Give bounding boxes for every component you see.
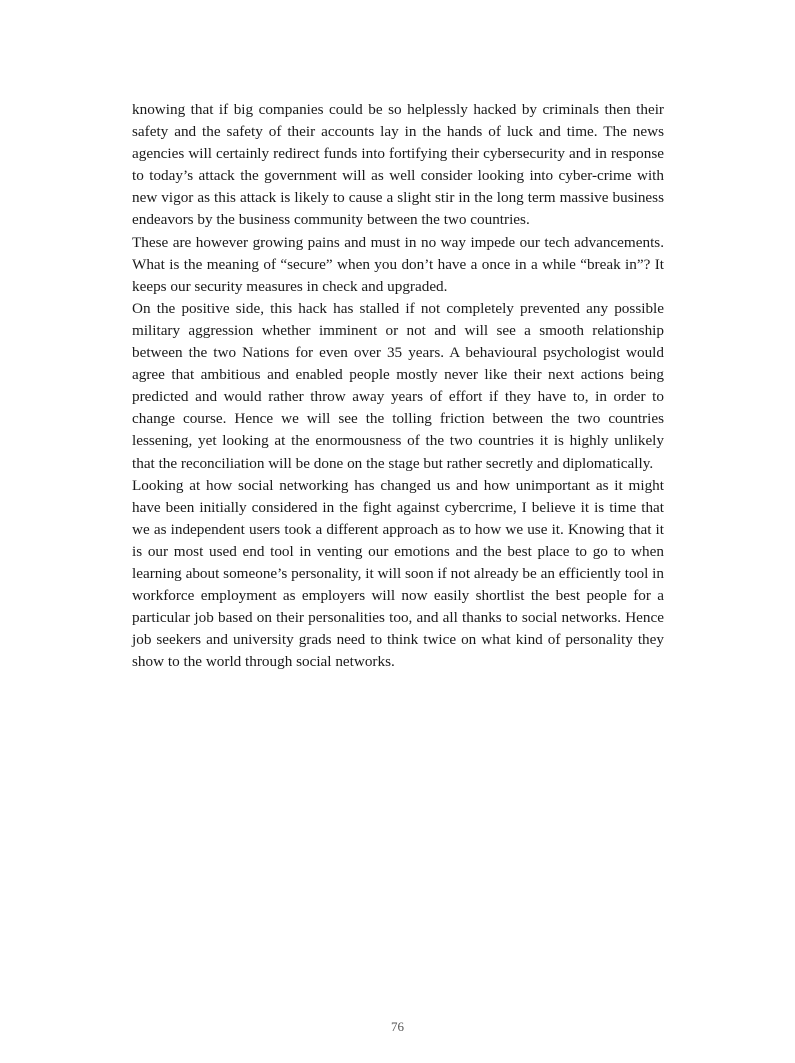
paragraph-3: On the positive side, this hack has stalled if not completely prevented any possible military aggression whether imminent or not and will see a smooth relationship between the two Nations for even over 35 years. A behavioural psychologist would agree that ambitious and enabled people mostly never like their next actions being predicted and would rather throw away years of effort if they have to, in order to change course. Hence we will see the tolling friction between the two countries lessening, yet looking at the enormousness of the two countries it is highly unlikely that the reconciliation will be done on the stage but rather secretly and diplomatically. (132, 299, 664, 472)
paragraph-4: Looking at how social networking has changed us and how unimportant as it might have been initially considered in the fight against cybercrime, I believe it is time that we as independent users took a different approach as to how we use it. Knowing that it is our most used end tool in venting our emotions and the best place to go to when learning about someone’s personality, it will soon if not already be an efficiently tool in workforce employment as employers will now easily shortlist the best people for a particular job based on their personalities too, and all thanks to social networks. Hence job seekers and university grads need to think twice on what kind of personality they show to the world through social networks. (132, 476, 664, 671)
paragraph-1: knowing that if big companies could be so helplessly hacked by criminals then their safety and the safety of their accounts lay in the hands of luck and time. The news agencies will certainly redirect funds into fortifying their cybersecurity and in response to today’s attack the government will as well consider looking into cyber-crime with new vigor as this attack is likely to cause a slight stir in the long term massive business endeavors by the business community between the two countries. (132, 101, 664, 229)
page-number: 76 (391, 1019, 404, 1034)
body-text (132, 99, 664, 673)
paragraph-2: These are however growing pains and must in no way impede our tech advancements. What is the meaning of “secure” when you don’t have a once in a while “break in”? It keeps our security measures in check and upgraded. (132, 233, 664, 295)
